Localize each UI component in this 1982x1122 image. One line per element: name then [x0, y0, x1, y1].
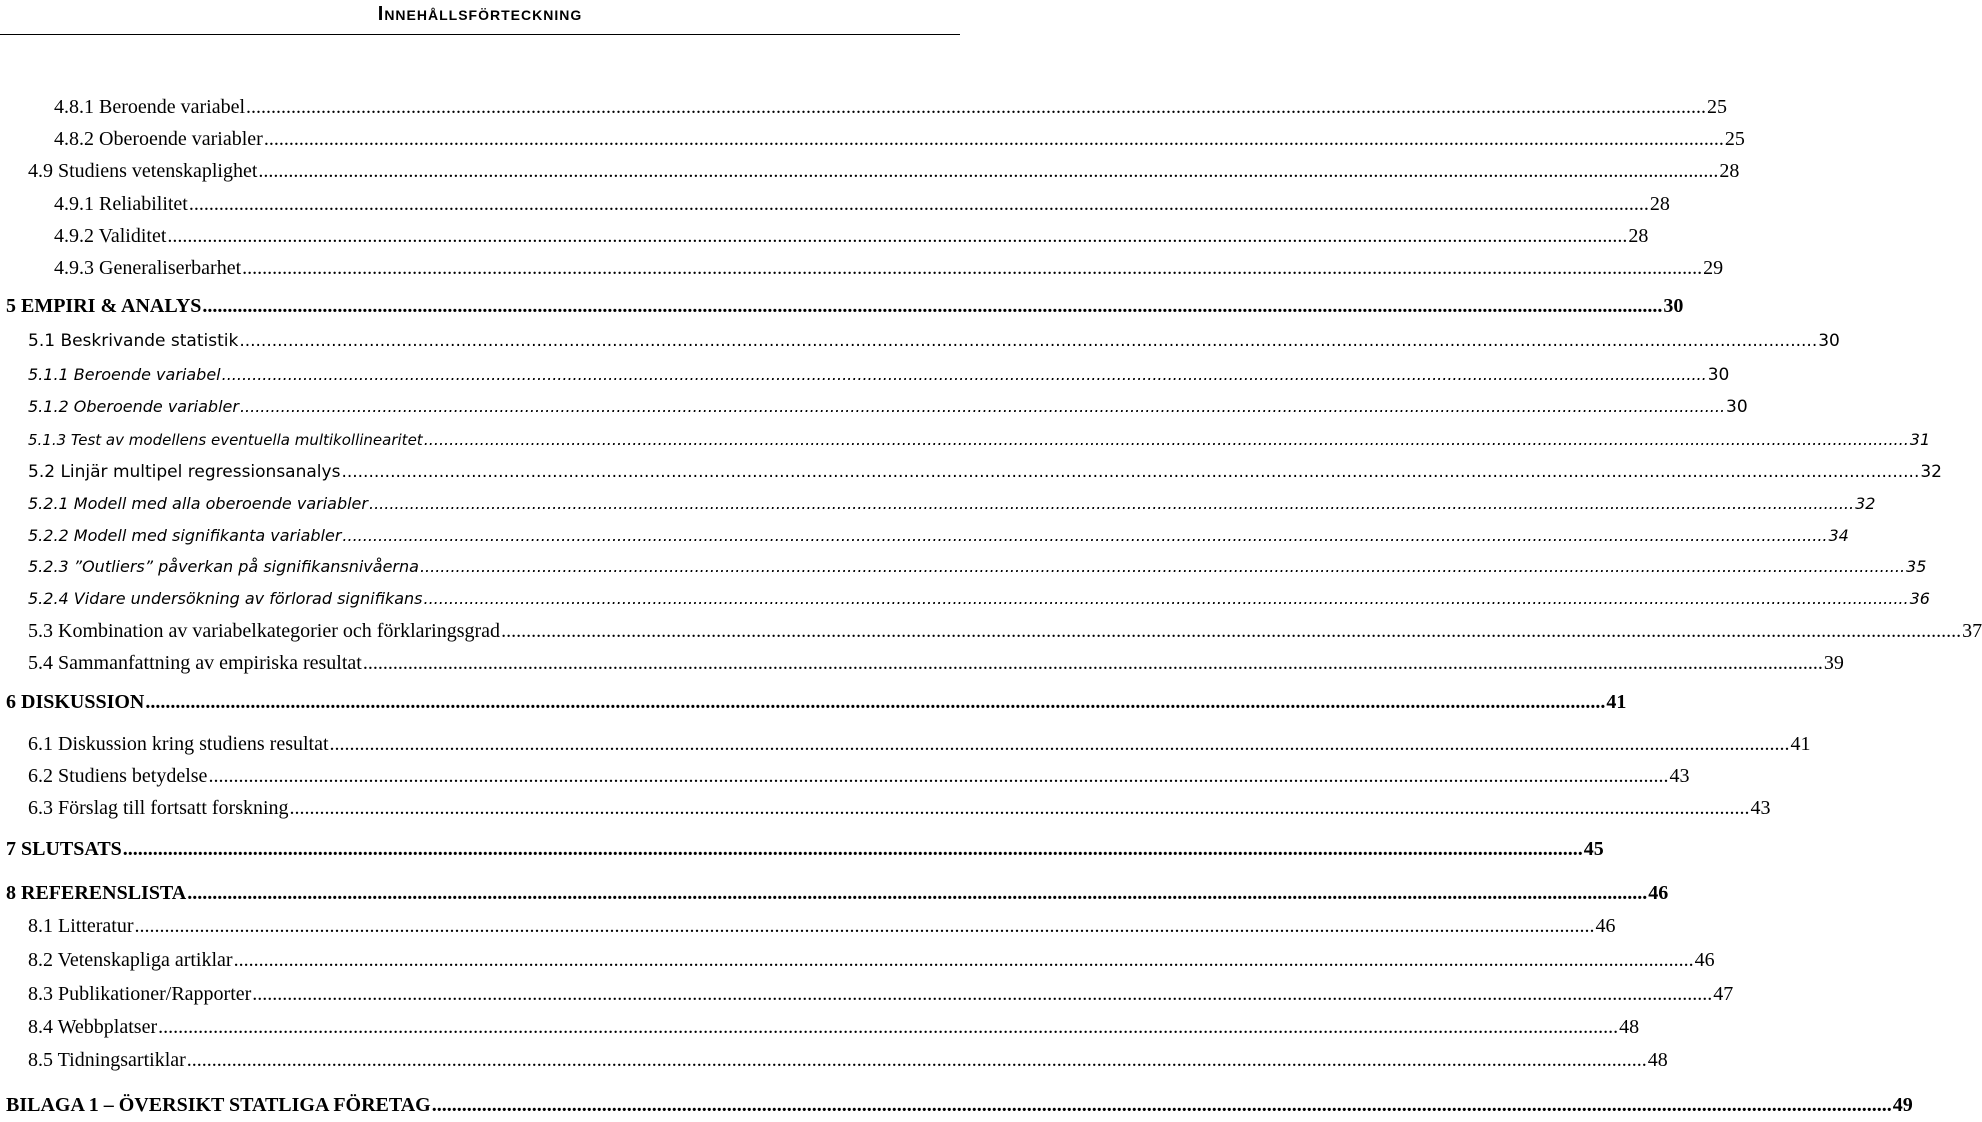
- toc-leader: [424, 589, 1909, 608]
- toc-label: 5.2 Linjär multipel regressionsanalys: [28, 462, 341, 482]
- toc-entry[interactable]: [0, 96, 1728, 124]
- toc-page: 25: [1707, 96, 1728, 118]
- toc-page: 46: [1694, 949, 1715, 971]
- toc-leader: [363, 652, 1823, 675]
- toc-leader: [158, 1016, 1618, 1039]
- toc-label: 5.1.2 Oberoende variabler: [28, 397, 239, 416]
- toc-page: 48: [1619, 1016, 1640, 1038]
- toc-entry[interactable]: [0, 494, 1876, 522]
- toc-entry[interactable]: [0, 295, 1684, 323]
- toc-page: 46: [1595, 915, 1616, 937]
- toc-label: 6 DISKUSSION: [6, 691, 145, 713]
- toc-page: 46: [1648, 882, 1669, 904]
- toc-leader: [202, 295, 1662, 318]
- toc-label: 6.3 Förslag till fortsatt forskning: [28, 797, 289, 819]
- toc-entry[interactable]: [0, 882, 1669, 910]
- toc-page: 29: [1703, 257, 1724, 279]
- toc-entry[interactable]: [0, 765, 1690, 793]
- toc-entry[interactable]: [0, 225, 1649, 253]
- toc-leader: [341, 462, 1919, 482]
- toc-leader: [369, 494, 1854, 513]
- toc-entry[interactable]: [0, 838, 1604, 866]
- toc-entry[interactable]: [0, 620, 1982, 648]
- toc-entry[interactable]: [0, 1016, 1640, 1044]
- toc-label: 5 EMPIRI & ANALYS: [6, 295, 202, 317]
- toc-page: 32: [1920, 462, 1942, 482]
- toc-entry[interactable]: [0, 1049, 1668, 1077]
- toc-leader: [123, 838, 1583, 861]
- toc-label: 6.1 Diskussion kring studiens resultat: [28, 733, 329, 755]
- toc-leader: [135, 915, 1595, 938]
- toc-label: 5.2.4 Vidare undersökning av förlorad signifikans: [28, 589, 423, 608]
- toc-label: 4.8.2 Oberoende variabler: [54, 128, 263, 150]
- toc-label: 8 REFERENSLISTA: [6, 882, 187, 904]
- toc-page: 30: [1707, 365, 1730, 385]
- toc-page: 35: [1906, 557, 1927, 576]
- toc-page: 41: [1790, 733, 1811, 755]
- toc-entry[interactable]: [0, 557, 1927, 585]
- toc-page: 30: [1663, 295, 1684, 317]
- toc-entry[interactable]: [0, 983, 1734, 1011]
- toc-label: 4.9.2 Validitet: [54, 225, 167, 247]
- toc-page: 31: [1909, 430, 1931, 449]
- toc-leader: [330, 733, 1790, 756]
- toc-leader: [187, 1049, 1647, 1072]
- toc-entry[interactable]: [0, 691, 1627, 719]
- toc-label: 4.9 Studiens vetenskaplighet: [28, 160, 258, 182]
- toc-leader: [252, 983, 1712, 1006]
- toc-entry[interactable]: [0, 526, 1849, 554]
- toc-leader: [208, 765, 1668, 788]
- page-title: Innehållsförteckning: [377, 3, 583, 25]
- toc-entry[interactable]: [0, 915, 1616, 943]
- toc-label: 8.2 Vetenskapliga artiklar: [28, 949, 233, 971]
- toc-leader: [264, 128, 1724, 151]
- toc-page: 39: [1823, 652, 1844, 674]
- toc-entry[interactable]: [0, 589, 1930, 617]
- toc-entry[interactable]: [0, 652, 1844, 680]
- toc-page: 43: [1750, 797, 1771, 819]
- toc-page: 41: [1606, 691, 1627, 713]
- toc-leader: [424, 430, 1909, 449]
- toc-label: 4.8.1 Beroende variabel: [54, 96, 246, 118]
- toc-leader: [222, 365, 1707, 384]
- toc-entry[interactable]: [0, 1094, 1913, 1122]
- toc-page: 43: [1669, 765, 1690, 787]
- toc-label: 5.2.1 Modell med alla oberoende variabler: [28, 494, 368, 513]
- toc-leader: [242, 257, 1702, 280]
- toc-leader: [501, 620, 1961, 643]
- toc-page: 28: [1628, 225, 1649, 247]
- toc-label: 5.4 Sammanfattning av empiriska resultat: [28, 652, 362, 674]
- toc-page: 30: [1818, 331, 1840, 351]
- toc-label: 5.2.2 Modell med signifikanta variabler: [28, 526, 342, 545]
- toc-leader: [239, 331, 1817, 351]
- toc-page: 45: [1583, 838, 1604, 860]
- toc-leader: [189, 193, 1649, 216]
- toc-page: 47: [1713, 983, 1734, 1005]
- toc-leader: [420, 557, 1905, 576]
- toc-page: 28: [1719, 160, 1740, 182]
- toc-leader: [167, 225, 1627, 248]
- toc-label: 5.1.3 Test av modellens eventuella multikollinearitet: [28, 431, 423, 449]
- toc-leader: [187, 882, 1647, 905]
- toc-page: 49: [1892, 1094, 1913, 1116]
- toc-leader: [240, 397, 1725, 416]
- toc-leader: [234, 949, 1694, 972]
- toc-label: BILAGA 1 – ÖVERSIKT STATLIGA FÖRETAG: [6, 1094, 431, 1116]
- toc-entry[interactable]: [0, 949, 1715, 977]
- toc-label: 5.3 Kombination av variabelkategorier och förklaringsgrad: [28, 620, 501, 642]
- toc-page: 32: [1855, 494, 1876, 513]
- toc-entry[interactable]: [0, 430, 1931, 458]
- toc-page: 25: [1724, 128, 1745, 150]
- toc-entry[interactable]: [0, 397, 1748, 425]
- toc-label: 8.5 Tidningsartiklar: [28, 1049, 186, 1071]
- toc-entry[interactable]: [0, 365, 1730, 393]
- toc-entry[interactable]: [0, 462, 1942, 490]
- toc-label: 8.3 Publikationer/Rapporter: [28, 983, 252, 1005]
- toc-leader: [432, 1094, 1892, 1117]
- toc-label: 4.9.3 Generaliserbarhet: [54, 257, 242, 279]
- toc-page: 34: [1828, 526, 1849, 545]
- toc-page: 30: [1726, 397, 1748, 417]
- toc-label: 4.9.1 Reliabilitet: [54, 193, 188, 215]
- toc-page: 48: [1647, 1049, 1668, 1071]
- toc-entry[interactable]: [0, 797, 1771, 825]
- toc-entry[interactable]: [0, 193, 1670, 221]
- toc-page: 36: [1909, 589, 1930, 608]
- toc-leader: [258, 160, 1718, 183]
- toc-leader: [246, 96, 1706, 119]
- toc-leader: [290, 797, 1750, 820]
- toc-label: 8.1 Litteratur: [28, 915, 134, 937]
- toc-label: 5.1.1 Beroende variabel: [28, 365, 221, 384]
- toc-entry[interactable]: [0, 128, 1745, 156]
- toc-entry[interactable]: [0, 331, 1840, 359]
- toc-label: 8.4 Webbplatser: [28, 1016, 158, 1038]
- toc-page: 28: [1649, 193, 1670, 215]
- toc-entry[interactable]: [0, 160, 1740, 188]
- toc-entry[interactable]: [0, 257, 1724, 285]
- toc-page: 37: [1962, 620, 1982, 642]
- toc-entry[interactable]: [0, 733, 1811, 761]
- toc-leader: [342, 526, 1827, 545]
- toc-label: 5.1 Beskrivande statistik: [28, 331, 239, 351]
- toc-label: 5.2.3 ”Outliers” påverkan på signifikansnivåerna: [28, 557, 419, 576]
- toc-label: 7 SLUTSATS: [6, 838, 122, 860]
- toc-label: 6.2 Studiens betydelse: [28, 765, 208, 787]
- toc-leader: [145, 691, 1605, 714]
